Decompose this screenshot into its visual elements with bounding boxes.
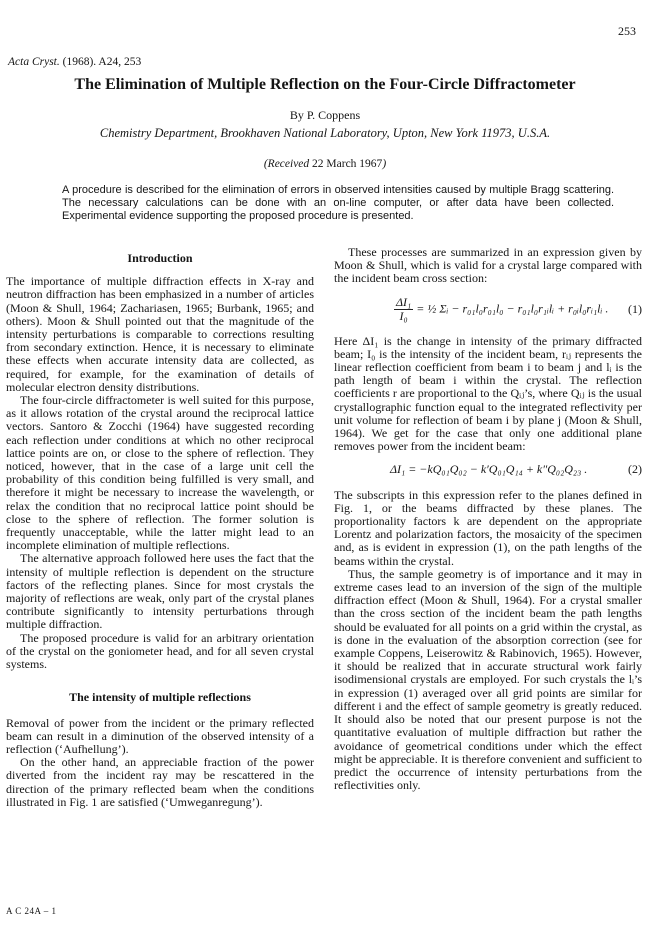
intro-paragraph-3: The alternative approach followed here uses the fact that the intensity of multiple reflection is dependent on the structure factors of the reflecting planes. Since for most crystals the majority of reflections are weak, only part of the crystal planes contribute significantly to intensity perturbations through multiple diffraction. xyxy=(6,551,314,632)
intro-paragraph-4: The proposed procedure is valid for an arbitrary orientation of the crystal on the goniometer head, and for all seven crystal systems. xyxy=(6,630,314,672)
page-number: 253 xyxy=(618,24,636,38)
equation-1-body xyxy=(394,296,608,323)
introduction-heading: Introduction xyxy=(127,251,193,265)
equation-1-denominator: I₀ xyxy=(399,308,408,323)
received-date xyxy=(0,158,650,170)
abstract: A procedure is described for the elimination of errors in observed intensities caused by multiple Bragg scattering. The necessary calculations can be done with an on-line computer, or after data have been collected. Experimental evidence supporting the proposed procedure is presented. xyxy=(62,184,614,222)
section-paragraph-1: Removal of power from the incident or the primary reflected beam can result in a diminution of the observed intensity of a reflection (‘Aufhellung’). xyxy=(6,715,314,756)
equation-1 xyxy=(334,296,642,323)
received-date-value: 22 March 1967 xyxy=(312,158,383,170)
equation-1-fraction xyxy=(394,296,413,323)
journal-name: Acta Cryst. xyxy=(8,56,60,68)
intro-paragraph-2: The four-circle diffractometer is well suited for this purpose, as it allows rotation of the crystal around the reciprocal lattice vectors. Santoro & Zocchi (1964) have suggested recording each reflection under conditions at which no other reciprocal lattice points are on, or close to the sphere of reflection. They noticed, however, that in the case of a large unit cell the probability of this condition being fulfilled is very small, and therefore it might be necessary to increase the wavelength, or relax the condition that no reciprocal lattice point should be close to the sphere of reflection. The former solution is frequently unacceptable, while the latter might lead to an incomplete elimination of multiple reflections. xyxy=(6,393,314,553)
footer-code: A C 24A – 1 xyxy=(6,906,57,916)
paragraph-after-eq1: Here ΔI₁ is the change in intensity of the primary diffracted beam; I₀ is the intensity of the incident beam, rᵢⱼ represents the linear reflection coefficient from beam i to beam j and lᵢ is the path length of beam i within the crystal. The reflection coefficients r are proportional to the Qᵢⱼ’s, where Qᵢⱼ is the usual crystallographic function equal to the integrated reflectivity per unit volume for reflection of beam i by plane j (Moon & Shull, 1964). We get for the case that only one additional plane removes power from the incident beam: xyxy=(334,333,642,454)
equation-1-number: (1) xyxy=(628,301,642,316)
citation-details: (1968). A24, 253 xyxy=(62,56,142,68)
paragraph-after-eq2: The subscripts in this expression refer to the planes defined in Fig. 1, or the beams diffracted by these planes. The proportionality factors k are dependent on the appropriate Lorentz and polarization factors, the mosaicity of the specimen and, as is evident in expression (1), on the path lengths of the beams within the crystal. xyxy=(334,487,642,568)
paragraph-sample-geometry: Thus, the sample geometry is of importance and it may in extreme cases lead to an inversion of the sign of the multiple diffraction effect (Moon & Shull, 1964). For a crystal smaller than the cross section of the incident beam the path lengths should be evaluated for all points on a grid within the crystal, as is done in the evaluation of the absorption correction (see for example Coppens, Leiserowitz & Rabinovich, 1965). However, it should be realized that in accurate structural work fairly isodimensional crystals are employed. For such crystals the lᵢ’s in expression (1) averaged over all grid points are similar for different i and the effect of sample geometry is greatly reduced. It should also be noted that our present purpose is not the quantitative evaluation of multiple diffraction but rather the avoidance of geometrical conditions under which the effect might be appreciable. It is therefore convenient and sufficient to predict the occurrence of intensity perturbations from the reflectivities only. xyxy=(334,566,642,793)
section-heading-multiple-reflections: The intensity of multiple reflections xyxy=(69,690,251,705)
left-column xyxy=(6,246,314,809)
equation-2 xyxy=(334,463,642,476)
journal-citation xyxy=(8,56,141,68)
paragraph-before-eq1: These processes are summarized in an expression given by Moon & Shull, which is valid for a crystal large compared with the incident beam cross section: xyxy=(334,245,642,286)
equation-2-number: (2) xyxy=(628,462,642,477)
equation-1-rhs: = ½ Σᵢ − r₀₁l₀r₀₁l₀ − r₀₁l₀r₁ᵢlᵢ + r₀ᵢl₀rᵢ₁lᵢ . xyxy=(416,300,609,315)
equation-1-numerator: ΔI₁ xyxy=(396,294,412,309)
received-prefix: (Received xyxy=(263,158,313,170)
author-affiliation: Chemistry Department, Brookhaven National Laboratory, Upton, New York 11973, U.S.A. xyxy=(99,126,551,140)
right-column xyxy=(334,246,642,792)
article-title: The Elimination of Multiple Reflection on the Four-Circle Diffractometer xyxy=(74,76,576,93)
author-byline: By P. Coppens xyxy=(289,108,361,122)
received-suffix: ) xyxy=(382,158,387,170)
section-paragraph-2: On the other hand, an appreciable fraction of the power diverted from the incident ray may be rescattered in the direction of the primary reflected beam when the conditions illustrated in Fig. 1 are satisfied (‘Umweganregung’). xyxy=(6,755,314,809)
intro-paragraph-1: The importance of multiple diffraction effects in X-ray and neutron diffraction has been emphasized in a number of articles (Moon & Shull, 1964; Zachariasen, 1965; Burbank, 1965; and others). Moon & Shull pointed out that the magnitude of the intensity perturbations is comparable to corrections resulting from secondary extinction. Hence, it is necessary to eliminate these effects when accurate intensity data are collected, as required, for example, for the examination of details of molecular electron density distributions. xyxy=(6,274,314,394)
equation-2-body: ΔI₁ = −kQ₀₁Q₀₂ − k′Q₀₁Q₁₄ + k″Q₀₂Q₂₃ . xyxy=(390,462,588,477)
